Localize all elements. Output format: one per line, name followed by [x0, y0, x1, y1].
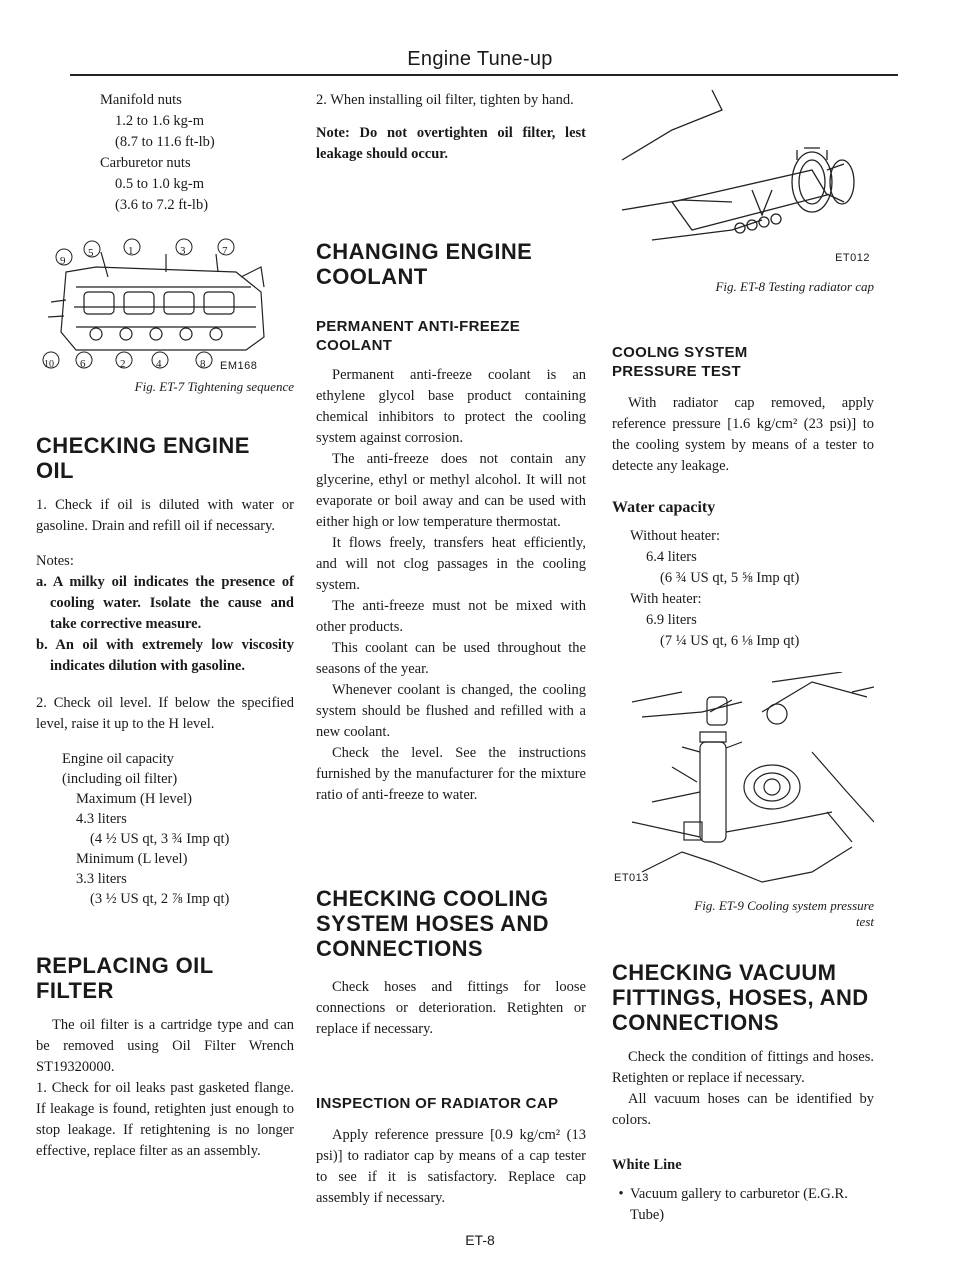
figure-et8: [612, 90, 874, 262]
column-right: [612, 90, 874, 1226]
pressure-paragraph: With radiator cap removed, apply reference pressure [1.6 kg/cm² (23 psi)] to the cooling system by means of a tester to detecte any leakage.: [612, 395, 874, 474]
fig7-label: 5: [88, 247, 94, 259]
note-a: a. A milky oil indicates the presence of cooling water. Isolate the cause and take corrective measure.: [36, 574, 294, 632]
capacity-line: (3 ½ US qt, 2 ⅞ Imp qt): [90, 891, 230, 907]
fig9-caption-line: test: [855, 914, 874, 929]
fig7-label: 3: [180, 245, 186, 257]
page-header-title: Engine Tune-up: [407, 48, 553, 70]
fig9-caption-line: Fig. ET-9 Cooling system pressure: [694, 898, 874, 913]
bullet-dot: •: [618, 1186, 624, 1202]
spec-line: 0.5 to 1.0 kg-m: [115, 176, 205, 192]
heading-checking-cooling-hoses: CHECKING COOLING SYSTEM HOSES AND CONNECTIONS: [316, 886, 549, 961]
header-rule: [70, 74, 898, 76]
capacity-line: Minimum (L level): [76, 851, 188, 867]
capacity-line: Engine oil capacity: [62, 751, 174, 767]
figure-et7: [36, 232, 294, 372]
radiator-cap-tester-drawing: [612, 90, 874, 262]
coolant-paragraphs: [316, 365, 586, 806]
fig7-label: 2: [120, 358, 126, 370]
torque-spec-block: [100, 90, 294, 216]
subheading-pressure-test: COOLNG SYSTEM PRESSURE TEST: [612, 344, 748, 380]
fig8-tag: ET012: [835, 252, 870, 264]
figure-et9: [612, 672, 874, 894]
subheading-water-capacity: Water capacity: [612, 499, 716, 516]
water-line: (7 ¼ US qt, 6 ⅛ Imp qt): [660, 633, 800, 649]
oil-paragraph-2: 2. Check oil level. If below the specified level, raise it up to the H level.: [36, 695, 294, 732]
fig7-tag: EM168: [220, 360, 258, 372]
vacuum-paragraph-1: Check the condition of fittings and hoses. Retighten or replace if necessary.: [612, 1049, 874, 1086]
pressure-tester-drawing: [612, 672, 874, 894]
fig7-label: 7: [222, 245, 228, 257]
fig7-label: 4: [156, 358, 162, 370]
heading-replacing-oil-filter: REPLACING OIL FILTER: [36, 953, 214, 1003]
fig7-label: 9: [60, 255, 66, 267]
vacuum-paragraph-2: All vacuum hoses can be identified by colors.: [612, 1091, 874, 1128]
heading-checking-vacuum: CHECKING VACUUM FITTINGS, HOSES, AND CONNECTIONS: [612, 960, 869, 1035]
capacity-line: (including oil filter): [62, 771, 178, 787]
water-line: (6 ¾ US qt, 5 ⅝ Imp qt): [660, 570, 800, 586]
water-line: 6.4 liters: [646, 549, 697, 565]
subheading-permanent-antifreeze: PERMANENT ANTI-FREEZE COOLANT: [316, 318, 521, 354]
page-number: ET-8: [465, 1232, 495, 1248]
oil-paragraph-1: 1. Check if oil is diluted with water or gasoline. Drain and refill oil if necessary.: [36, 497, 294, 534]
spec-line: (8.7 to 11.6 ft-lb): [115, 134, 215, 150]
bullet-item: [612, 1184, 874, 1226]
heading-changing-engine-coolant: CHANGING ENGINE COOLANT: [316, 239, 533, 289]
fig7-label: 1: [128, 245, 134, 257]
subheading-radiator-cap: INSPECTION OF RADIATOR CAP: [316, 1095, 559, 1112]
manifold-drawing: [36, 232, 294, 372]
oil-capacity-block: [62, 749, 294, 909]
spec-line: Carburetor nuts: [100, 155, 191, 171]
filter-paragraph-3: 2. When installing oil filter, tighten by hand.: [316, 92, 574, 108]
capacity-line: 4.3 liters: [76, 811, 127, 827]
column-middle: [316, 90, 586, 1209]
note-b: b. An oil with extremely low viscosity indicates dilution with gasoline.: [36, 637, 294, 674]
filter-paragraph-1: The oil filter is a cartridge type and can be removed using Oil Filter Wrench ST19320000.: [36, 1017, 294, 1075]
coolant-paragraph: The anti-freeze must not be mixed with other products.: [316, 598, 586, 635]
coolant-paragraph: This coolant can be used throughout the seasons of the year.: [316, 640, 586, 677]
water-line: With heater:: [630, 591, 702, 607]
fig7-label: 6: [80, 358, 86, 370]
fig7-caption: Fig. ET-7 Tightening sequence: [134, 379, 294, 394]
coolant-paragraph: Permanent anti-freeze coolant is an ethylene glycol base product containing chemical inhibitors to protect the cooling system against corrosion.: [316, 367, 586, 446]
overtighten-note: Note: Do not overtighten oil filter, lest leakage should occur.: [316, 125, 586, 162]
coolant-paragraph: The anti-freeze does not contain any glycerine, ethyl or methyl alcohol. It will not evaporate or boil away and can be used with either high or low temperature thermostat.: [316, 451, 586, 530]
spec-line: 1.2 to 1.6 kg-m: [115, 113, 205, 129]
radiator-paragraph: Apply reference pressure [0.9 kg/cm² (13 psi)] to radiator cap by means of a cap tester to see if it is satisfactory. Replace cap assembly if necessary.: [316, 1127, 586, 1206]
spec-line: (3.6 to 7.2 ft-lb): [115, 197, 209, 213]
coolant-paragraph: It flows freely, transfers heat efficiently, and will not clog passages in the cooling system.: [316, 535, 586, 593]
column-left: [36, 90, 294, 1162]
heading-checking-engine-oil: CHECKING ENGINE OIL: [36, 433, 250, 483]
coolant-paragraph: Whenever coolant is changed, the cooling system should be flushed and refilled with a new coolant.: [316, 682, 586, 740]
capacity-line: Maximum (H level): [76, 791, 192, 807]
capacity-line: 3.3 liters: [76, 871, 127, 887]
fig7-label: 10: [44, 359, 54, 370]
spec-line: Manifold nuts: [100, 92, 182, 108]
fig9-tag: ET013: [614, 872, 649, 884]
water-line: Without heater:: [630, 528, 721, 544]
hoses-paragraph: Check hoses and fittings for loose connections or deterioration. Retighten or replace if necessary.: [316, 979, 586, 1037]
fig8-caption: Fig. ET-8 Testing radiator cap: [715, 279, 874, 294]
fig9-caption: [612, 898, 874, 930]
capacity-line: (4 ½ US qt, 3 ¾ Imp qt): [90, 831, 230, 847]
bullet-text: Vacuum gallery to carburetor (E.G.R. Tube): [630, 1186, 848, 1223]
fig7-label: 8: [200, 358, 206, 370]
white-line-label: White Line: [612, 1157, 682, 1173]
coolant-paragraph: Check the level. See the instructions furnished by the manufacturer for the mixture ratio of anti-freeze to water.: [316, 745, 586, 803]
water-line: 6.9 liters: [646, 612, 697, 628]
filter-paragraph-2: 1. Check for oil leaks past gasketed flange. If leakage is found, retighten just enough to stop leakage. If retightening is no longer effective, replace filter as an assembly.: [36, 1080, 294, 1159]
water-capacity-block: [630, 526, 874, 652]
notes-label: Notes:: [36, 553, 74, 569]
